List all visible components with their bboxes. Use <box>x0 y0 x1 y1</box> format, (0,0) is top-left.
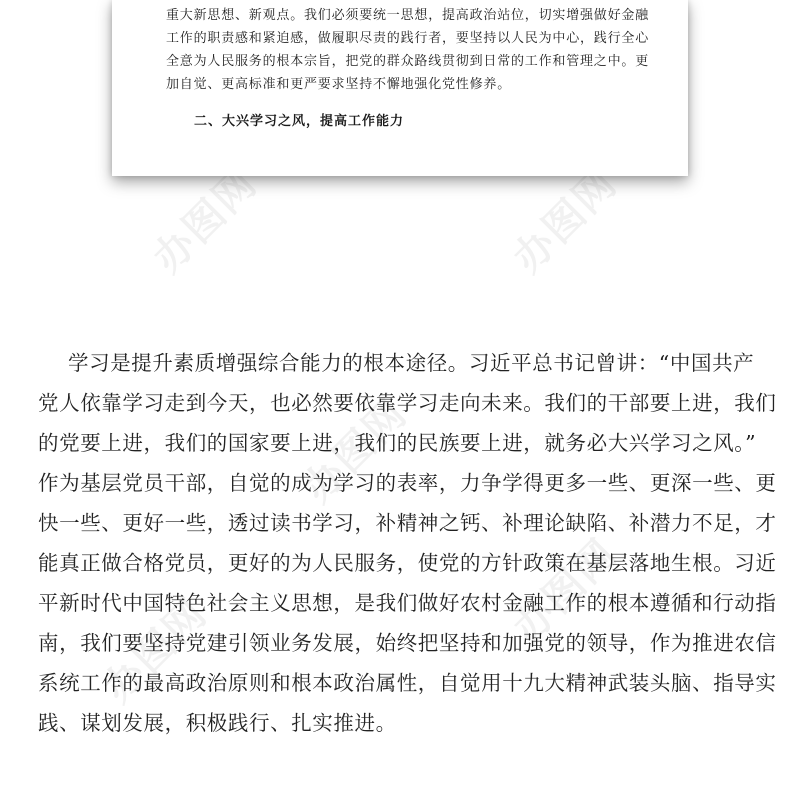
paragraph-line: 作为基层党员干部，自觉的成为学习的表率，力争学得更多一些、更深一些、更 <box>38 471 777 495</box>
watermark: 办图网 <box>144 160 267 282</box>
card-text-line: 重大新思想、新观点。我们必须要统一思想，提高政治站位，切实增强做好金融 <box>166 8 650 23</box>
section-heading: 二、大兴学习之风，提高工作能力 <box>194 114 405 129</box>
watermark: 办图网 <box>504 160 627 282</box>
document-preview-card <box>112 0 688 176</box>
paragraph-line: 南，我们要坚持党建引领业务发展，始终把坚持和加强党的领导，作为推进农信 <box>38 631 777 655</box>
watermark: 办图网 <box>294 390 417 512</box>
paragraph-line: 学习是提升素质增强综合能力的根本途径。习近平总书记曾讲：“中国共产 <box>68 351 755 375</box>
card-text-line: 工作的职责感和紧迫感，做履职尽责的践行者，要坚持以人民为中心，践行全心 <box>166 31 650 46</box>
paragraph-line: 快一些、更好一些，透过读书学习，补精神之钙、补理论缺陷、补潜力不足，才 <box>38 511 777 535</box>
paragraph-line: 能真正做合格党员，更好的为人民服务，使党的方针政策在基层落地生根。习近 <box>38 551 777 575</box>
paragraph-line: 践、谋划发展，积极践行、扎实推进。 <box>38 711 397 735</box>
watermark: 办图网 <box>504 530 627 652</box>
paragraph-line: 党人依靠学习走到今天，也必然要依靠学习走向未来。我们的干部要上进，我们 <box>38 391 777 415</box>
body-paragraph <box>38 343 778 743</box>
paragraph-line: 系统工作的最高政治原则和根本政治属性，自觉用十九大精神武装头脑、指导实 <box>38 671 777 695</box>
card-text-line: 加自觉、更高标准和更严要求坚持不懈地强化党性修养。 <box>166 77 512 92</box>
paragraph-line: 的党要上进，我们的国家要上进，我们的民族要上进，就务必大兴学习之风。” <box>38 431 757 455</box>
card-text-line: 全意为人民服务的根本宗旨，把党的群众路线贯彻到日常的工作和管理之中。更 <box>166 54 650 69</box>
paragraph-line: 平新时代中国特色社会主义思想，是我们做好农村金融工作的根本遵循和行动指 <box>38 591 777 615</box>
watermark: 办图网 <box>94 590 217 712</box>
